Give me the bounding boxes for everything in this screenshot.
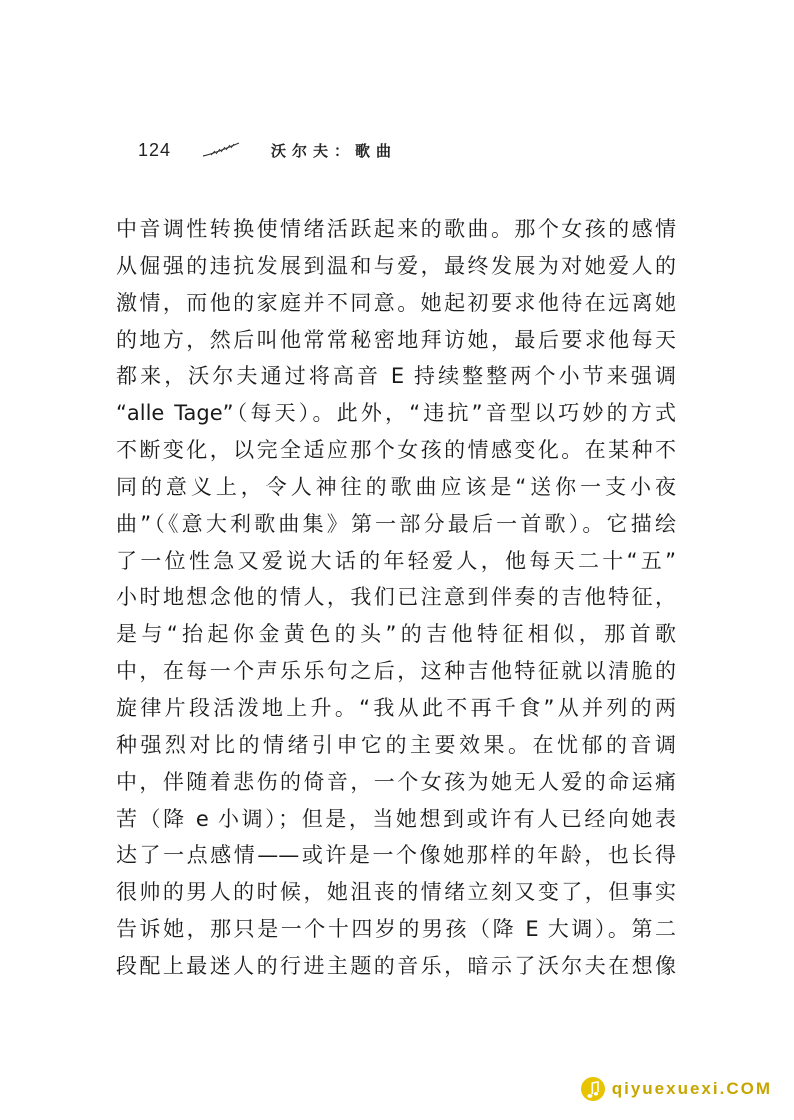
text-line: 段配上最迷人的行进主题的音乐，暗示了沃尔夫在想像	[116, 953, 676, 978]
text-line: 激情，而他的家庭并不同意。她起初要求他待在远离她	[116, 290, 676, 315]
text-line: 达了一点感情——或许是一个像她那样的年龄，也长得	[116, 843, 676, 868]
text-line: 不断变化，以完全适应那个女孩的情感变化。在某种不	[116, 438, 676, 463]
text-line: 都来，沃尔夫通过将高音 E 持续整整两个小节来强调	[116, 364, 676, 389]
watermark-text: qiyuexuexi.COM	[611, 1079, 772, 1098]
text-line: 旋律片段活泼地上升。“我从此不再千食”从并列的两	[116, 695, 676, 720]
text-line: 很帅的男人的时候，她沮丧的情绪立刻又变了，但事实	[116, 880, 676, 905]
text-line: 从倔强的违抗发展到温和与爱，最终发展为对她爱人的	[116, 253, 676, 278]
feather-ornament-icon	[201, 141, 241, 159]
music-note-icon	[580, 1076, 606, 1102]
body-text	[116, 211, 676, 985]
text-line: 是与“抬起你金黄色的头”的吉他特征相似，那首歌	[116, 622, 676, 647]
text-line: 曲”（《意大利歌曲集》第一部分最后一首歌）。它描绘	[116, 511, 676, 536]
text-line: 小时地想念他的情人，我们已注意到伴奏的吉他特征，	[116, 585, 676, 610]
page-header	[138, 136, 397, 164]
watermark	[580, 1076, 772, 1102]
text-line: “alle Tage”（每天）。此外，“违抗”音型以巧妙的方式	[116, 401, 676, 426]
text-line: 种强烈对比的情绪引申它的主要效果。在忧郁的音调	[116, 732, 676, 757]
text-line: 苦（降 e 小调）；但是，当她想到或许有人已经向她表	[116, 806, 676, 831]
running-title: 沃尔夫：歌曲	[271, 141, 398, 160]
text-line: 中音调性转换使情绪活跃起来的歌曲。那个女孩的感情	[116, 217, 676, 241]
text-line: 中，伴随着悲伤的倚音，一个女孩为她无人爱的命运痛	[116, 769, 676, 794]
text-line: 的地方，然后叫他常常秘密地拜访她，最后要求他每天	[116, 327, 676, 352]
page-number: 124	[138, 139, 172, 160]
text-line: 中，在每一个声乐乐句之后，这种吉他特征就以清脆的	[116, 659, 676, 684]
text-line: 同的意义上，令人神往的歌曲应该是“送你一支小夜	[116, 474, 676, 499]
text-line: 了一位性急又爱说大话的年轻爱人，他每天二十“五”	[116, 548, 676, 573]
text-line: 告诉她，那只是一个十四岁的男孩（降 E 大调）。第二	[116, 917, 676, 942]
